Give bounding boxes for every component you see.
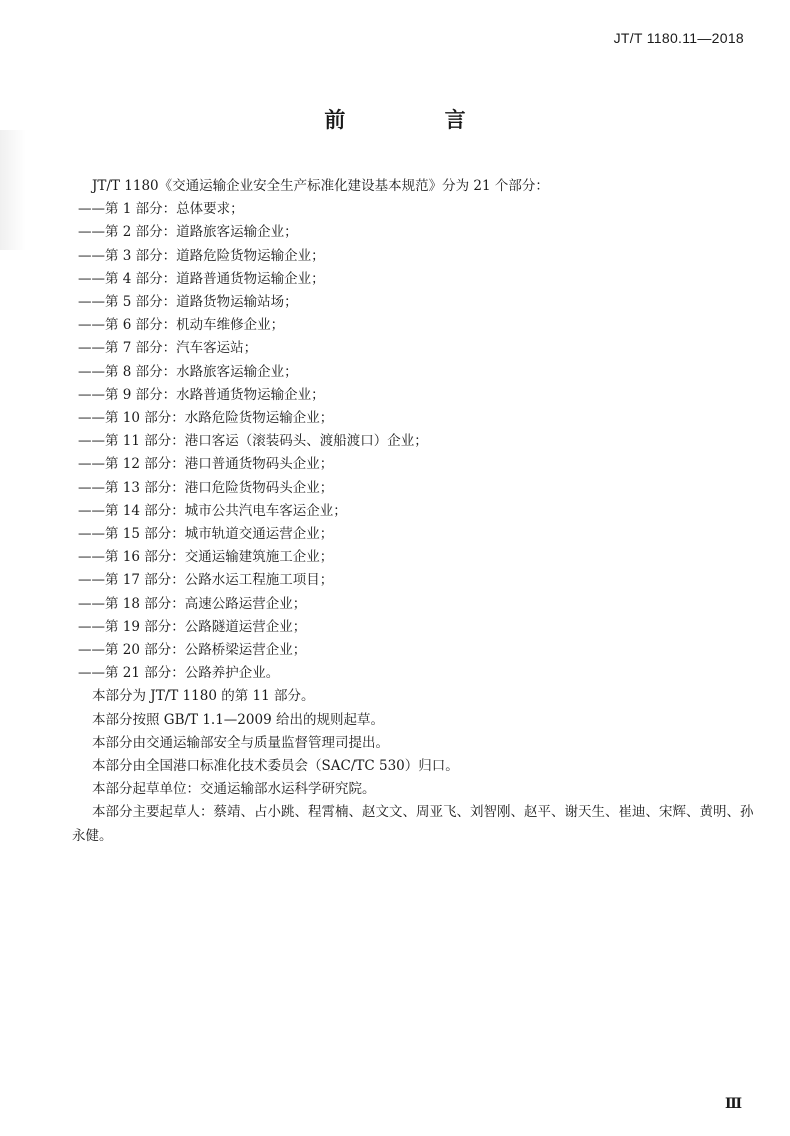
list-item: ——第 7 部分：汽车客运站； xyxy=(78,340,258,357)
list-item: ——第 12 部分：港口普通货物码头企业； xyxy=(78,456,334,473)
list-item: ——第 19 部分：公路隧道运营企业； xyxy=(78,618,307,635)
drafters-statement: 本部分主要起草人：蔡靖、占小跳、程霄楠、赵文文、周亚飞、刘智刚、赵平、谢天生、崔迪、宋辉、黄明、孙永健。 xyxy=(72,804,754,844)
part-of-statement: 本部分为 JT/T 1180 的第 11 部分。 xyxy=(92,688,315,705)
list-item: ——第 15 部分：城市轨道交通运营企业； xyxy=(78,526,334,543)
drafting-unit-statement: 本部分起草单位：交通运输部水运科学研究院。 xyxy=(92,781,376,798)
drafting-rules-statement: 本部分按照 GB/T 1.1—2009 给出的规则起草。 xyxy=(92,711,384,728)
list-item: ——第 8 部分：水路旅客运输企业； xyxy=(78,363,298,380)
foreword-body xyxy=(72,175,772,848)
list-item: ——第 21 部分：公路养护企业。 xyxy=(78,665,280,682)
list-item: ——第 10 部分：水路危险货物运输企业； xyxy=(78,410,334,427)
list-item: ——第 11 部分：港口客运（滚装码头、渡船渡口）企业； xyxy=(78,433,428,450)
scan-edge-shadow xyxy=(0,130,26,250)
list-item: ——第 6 部分：机动车维修企业； xyxy=(78,317,285,334)
proposed-by-statement: 本部分由交通运输部安全与质量监督管理司提出。 xyxy=(92,734,389,751)
standard-number-header: JT/T 1180.11—2018 xyxy=(613,30,744,46)
intro-paragraph: JT/T 1180《交通运输企业安全生产标准化建设基本规范》分为 21 个部分： xyxy=(92,178,549,194)
list-item: ——第 5 部分：道路货物运输站场； xyxy=(78,294,298,311)
list-item: ——第 18 部分：高速公路运营企业； xyxy=(78,595,307,612)
list-item: ——第 9 部分：水路普通货物运输企业； xyxy=(78,386,325,403)
page-number: Ⅲ xyxy=(724,1096,742,1112)
list-item: ——第 20 部分：公路桥梁运营企业； xyxy=(78,642,307,659)
list-item: ——第 17 部分：公路水运工程施工项目； xyxy=(78,572,334,589)
list-item: ——第 3 部分：道路危险货物运输企业； xyxy=(78,247,325,264)
list-item: ——第 4 部分：道路普通货物运输企业； xyxy=(78,270,325,287)
list-item: ——第 2 部分：道路旅客运输企业； xyxy=(78,224,298,241)
parts-list xyxy=(72,198,772,685)
list-item: ——第 1 部分：总体要求； xyxy=(78,201,244,218)
page-title: 前 言 xyxy=(324,108,512,132)
centralized-by-statement: 本部分由全国港口标准化技术委员会（SAC/TC 530）归口。 xyxy=(92,758,459,775)
list-item: ——第 14 部分：城市公共汽电车客运企业； xyxy=(78,502,347,519)
list-item: ——第 16 部分：交通运输建筑施工企业； xyxy=(78,549,334,566)
list-item: ——第 13 部分：港口危险货物码头企业； xyxy=(78,479,334,496)
